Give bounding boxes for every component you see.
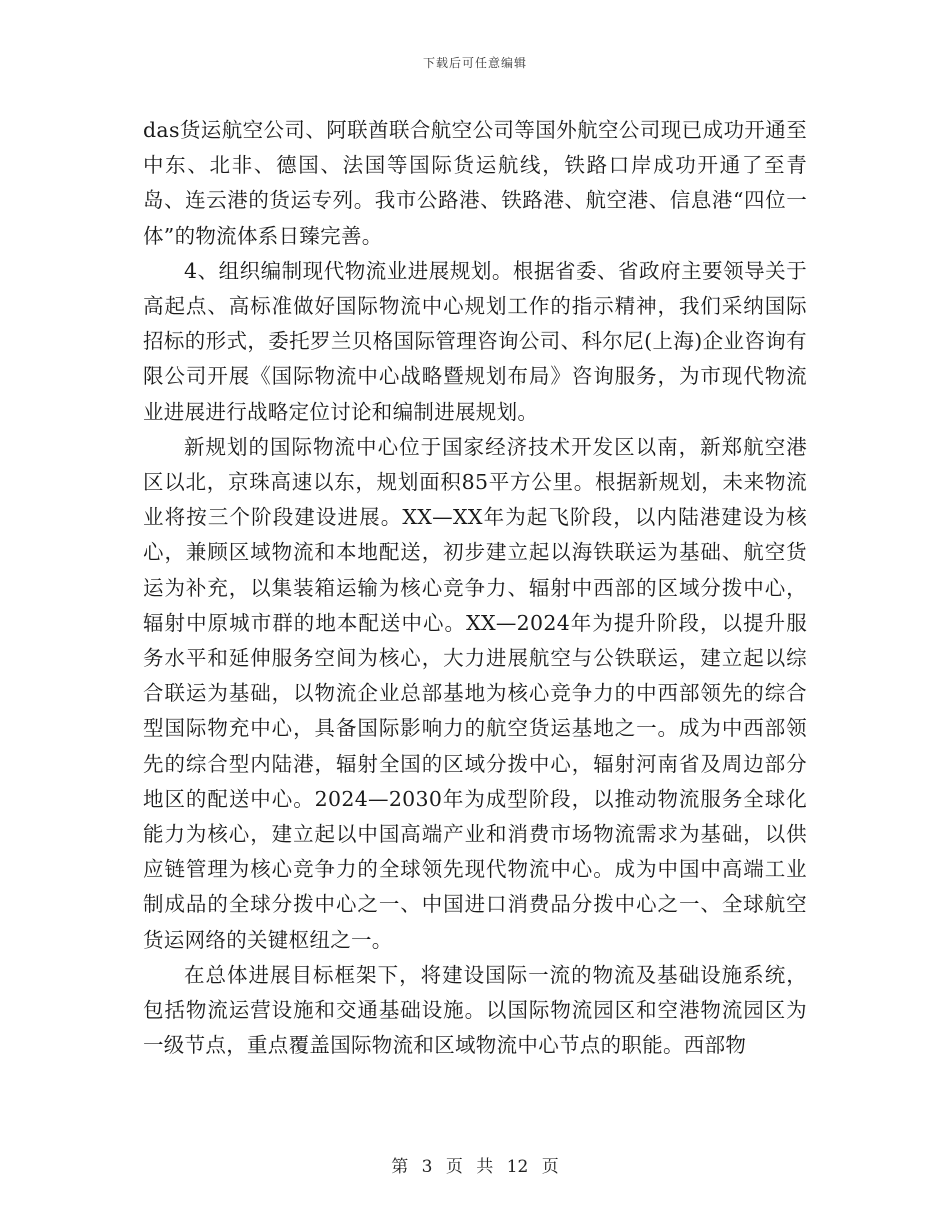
page-header: 下载后可任意编辑 xyxy=(422,56,527,70)
page-footer: 第 3 页 共 12 页 xyxy=(391,1157,559,1177)
paragraph-3: 新规划的国际物流中心位于国家经济技术开发区以南，新郑航空港区以北，京珠高速以东，规划面积85平方公里。根据新规划，未来物流业将按三个阶段建设进展。XX—XX年为起飞阶段，以内陆港建设为核心，兼顾区域物流和本地配送，初步建立起以海铁联运为基础、航空货运为补充，以集装箱运输为核心竞争力、辐射中西部的区域分拨中心，辐射中原城市群的地本配送中心。XX—2024年为提升阶段，以提升服务水平和延伸服务空间为核心，大力进展航空与公铁联运，建立起以综合联运为基础，以物流企业总部基地为核心竞争力的中西部领先的综合型国际物充中心，具备国际影响力的航空货运基地之一。成为中西部领先的综合型内陆港，辐射全国的区域分拨中心，辐射河南省及周边部分地区的配送中心。2024—2030年为成型阶段，以推动物流服务全球化能力为核心，建立起以中国高端产业和消费市场物流需求为基础，以供应链管理为核心竞争力的全球领先现代物流中心。成为中国中高端工业制成品的全球分拨中心之一、中国进口消费品分拨中心之一、全球航空货运网络的关键枢纽之一。 xyxy=(143,434,807,952)
paragraph-4: 在总体进展目标框架下，将建设国际一流的物流及基础设施系统，包括物流运营设施和交通基础设施。以国际物流园区和空港物流园区为一级节点，重点覆盖国际物流和区域物流中心节点的职能。西部物 xyxy=(143,962,807,1058)
document-body xyxy=(143,113,807,1063)
paragraph-1: das货运航空公司、阿联酋联合航空公司等国外航空公司现已成功开通至中东、北非、德国、法国等国际货运航线，铁路口岸成功开通了至青岛、连云港的货运专列。我市公路港、铁路港、航空港、信息港“四位一体”的物流体系日臻完善。 xyxy=(143,118,807,248)
paragraph-2: 4、组织编制现代物流业进展规划。根据省委、省政府主要领导关于高起点、高标准做好国际物流中心规划工作的指示精神，我们采纳国际招标的形式，委托罗兰贝格国际管理咨询公司、科尔尼(上海)企业咨询有限公司开展《国际物流中心战略暨规划布局》咨询服务，为市现代物流业进展进行战略定位讨论和编制进展规划。 xyxy=(143,258,807,424)
